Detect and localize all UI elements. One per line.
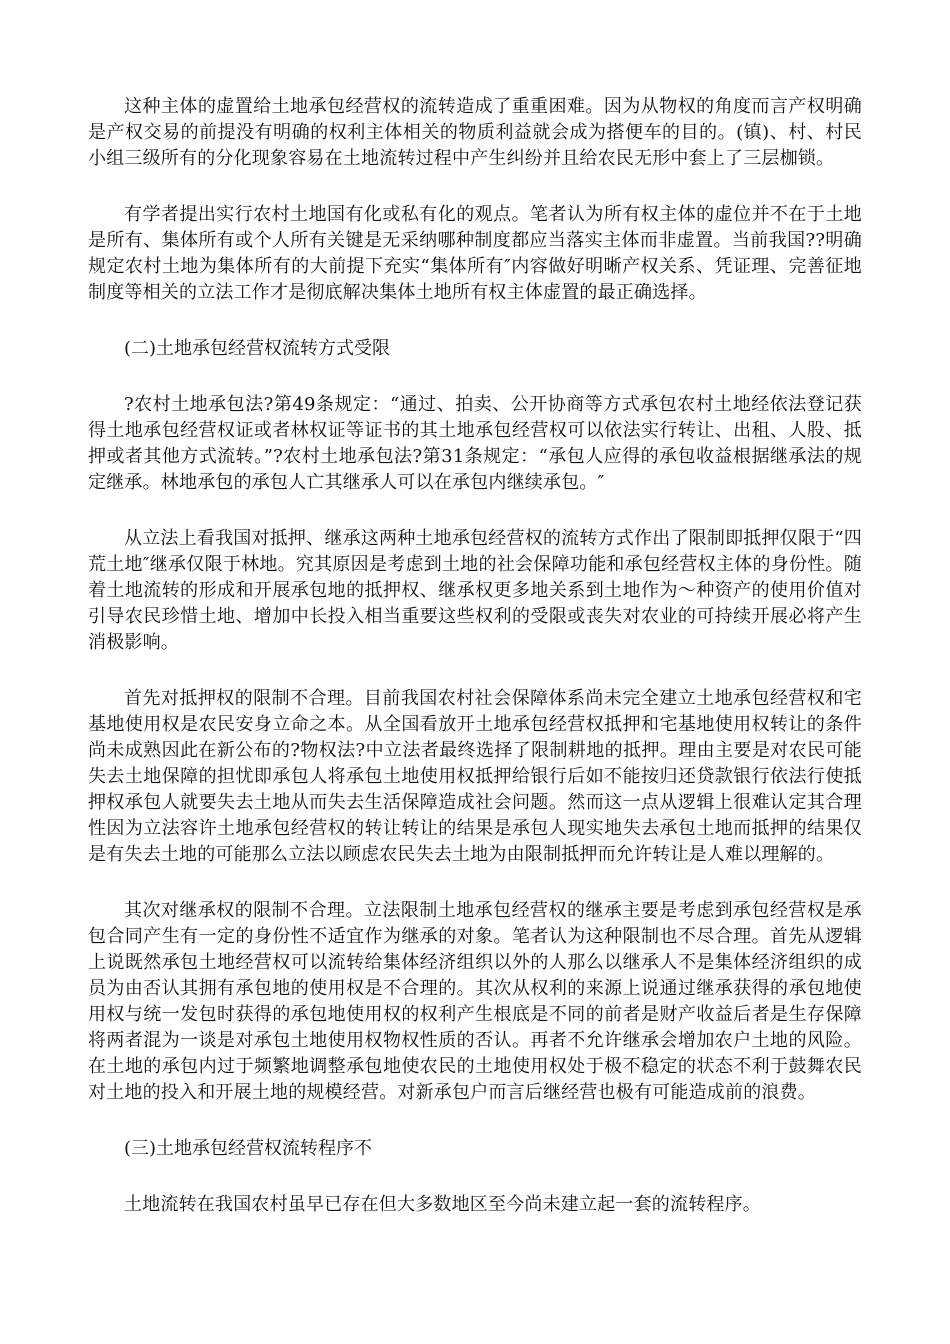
paragraph-gap [88,306,862,336]
document-body [88,94,862,1218]
paragraph-1: 这种主体的虚置给土地承包经营权的流转造成了重重困难。因为从物权的角度而言产权明确是产权交易的前提没有明确的权利主体相关的物质利益就会成为搭便车的目的。(镇)、村、村民小组三级所有的分化现象容易在土地流转过程中产生纠纷并且给农民无形中套上了三层枷锁。 [88,96,862,169]
paragraph-gap [88,496,862,526]
paragraph-gap [88,868,862,898]
paragraph-4: 从立法上看我国对抵押、继承这两种土地承包经营权的流转方式作出了限制即抵押仅限于“四荒土地″继承仅限于林地。究其原因是考虑到土地的社会保障功能和承包经营权主体的身份性。随着土地流转的形成和开展承包地的抵押权、继承权更多地关系到土地作为～种资产的使用价值对引导农民珍惜土地、增加中长投入相当重要这些权利的受限或丧失对农业的可持续开展必将产生消极影响。 [88,528,862,653]
paragraph-7: 土地流转在我国农村虽早已存在但大多数地区至今尚未建立起一套的流转程序。 [124,1194,761,1215]
paragraph-3: ?农村土地承包法?第49条规定：“通过、拍卖、公开协商等方式承包农村土地经依法登记获得土地承包经营权证或者林权证等证书的其土地承包经营权可以依法实行转让、出租、人股、抵押或者其他方式流转。”?农村土地承包法?第31条规定：“承包人应得的承包收益根据继承法的规定继承。林地承包的承包人亡其继承人可以在承包内继续承包。″ [88,394,862,493]
section-heading-3: (三)土地承包经营权流转程序不 [124,1138,373,1159]
paragraph-gap [88,656,862,686]
section-heading-2: (二)土地承包经营权流转方式受限 [124,338,391,359]
paragraph-5: 首先对抵押权的限制不合理。目前我国农村社会保障体系尚未完全建立土地承包经营权和宅基地使用权是农民安身立命之本。从全国看放开土地承包经营权抵押和宅基地使用权转让的条件尚未成熟因此在新公布的?物权法?中立法者最终选择了限制耕地的抵押。理由主要是对农民可能失去土地保障的担忧即承包人将承包土地使用权抵押给银行后如不能按归还贷款银行依法行使抵押权承包人就要失去土地从而失去生活保障造成社会问题。然而这一点从逻辑上很难认定其合理性因为立法容许土地承包经营权的转让转让的结果是承包人现实地失去承包土地而抵押的结果仅是有失去土地的可能那么立法以顾虑农民失去土地为由限制抵押而允许转让是人难以理解的。 [88,688,862,865]
paragraph-gap [88,172,862,202]
paragraph-gap [88,1162,862,1192]
paragraph-6: 其次对继承权的限制不合理。立法限制土地承包经营权的继承主要是考虑到承包经营权是承包合同产生有一定的身份性不适宜作为继承的对象。笔者认为这种限制也不尽合理。首先从逻辑上说既然承包土地经营权可以流转给集体经济组织以外的人那么以继承人不是集体经济组织的成员为由否认其拥有承包地的使用权是不合理的。其次从权利的来源上说通过继承获得的承包地使用权与统一发包时获得的承包地使用权的权利产生根底是不同的前者是财产收益后者是生存保障将两者混为一谈是对承包土地使用权物权性质的否认。再者不允许继承会增加农户土地的风险。在土地的承包内过于频繁地调整承包地使农民的土地使用权处于极不稳定的状态不利于鼓舞农民对土地的投入和开展土地的规模经营。对新承包户而言后继经营也极有可能造成前的浪费。 [88,900,862,1103]
paragraph-gap [88,362,862,392]
paragraph-gap [88,1106,862,1136]
paragraph-2: 有学者提出实行农村土地国有化或私有化的观点。笔者认为所有权主体的虚位并不在于土地是所有、集体所有或个人所有关键是无采纳哪种制度都应当落实主体而非虚置。当前我国??明确规定农村土地为集体所有的大前提下充实“集体所有″内容做好明晰产权关系、凭证理、完善征地制度等相关的立法工作才是彻底解决集体土地所有权主体虚置的最正确选择。 [88,204,862,303]
